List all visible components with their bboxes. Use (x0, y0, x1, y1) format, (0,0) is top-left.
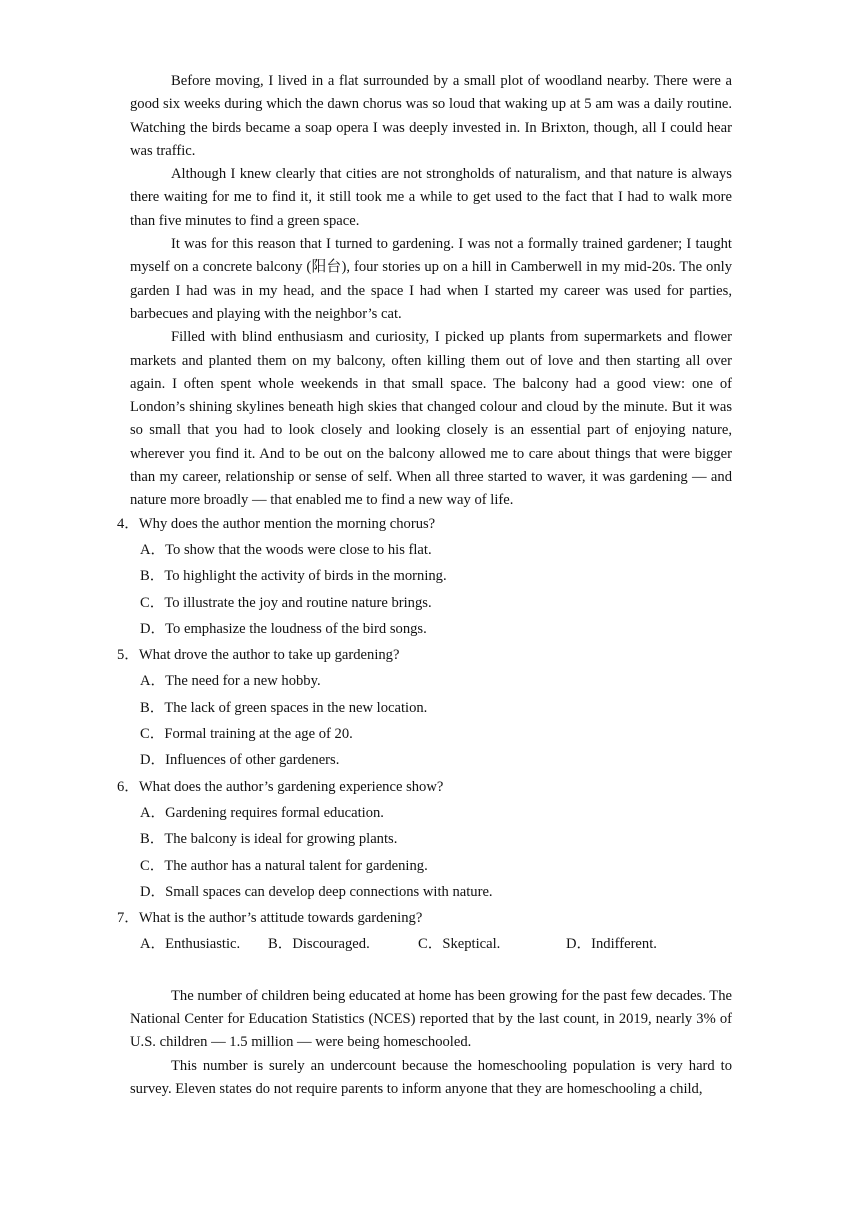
question-stem: 5．What drove the author to take up gardening? (117, 647, 400, 664)
answer-option-a: A．The need for a new hobby. (140, 673, 321, 690)
passage-homeschooling (130, 985, 732, 1101)
passage-paragraph: Filled with blind enthusiasm and curiosity, I picked up plants from supermarkets and flower markets and planted them on my balcony, often killing them out of love and then starting all over again. I often spent whole weekends in that small space. The balcony had a good view: one of London’s shining skylines beneath high skies that changed colour and cloud by the minute. But it was so small that you had to look closely and looking closely is an essential part of enjoying nature, wherever you find it. And to be out on the balcony allowed me to care about things that were bigger than my career, relationship or sense of self. When all three started to waver, it was gardening — and nature more broadly — that enabled me to find a new way of life. (130, 329, 732, 509)
answer-options-row (140, 933, 732, 956)
passage-paragraph: Although I knew clearly that cities are not strongholds of naturalism, and that nature is always there waiting for me to find it, it still took me a while to get used to the fact that I had to walk more than five minutes to find a green space. (130, 166, 732, 229)
passage-paragraph: Before moving, I lived in a flat surrounded by a small plot of woodland nearby. There were a good six weeks during which the dawn chorus was so loud that waking up at 5 am was a daily routine. Watching the birds became a soap opera I was deeply invested in. In Brixton, though, all I could hear was traffic. (130, 73, 732, 159)
answer-option-a: A．To show that the woods were close to his flat. (140, 541, 432, 558)
answer-option-b: B．The lack of green spaces in the new location. (140, 699, 428, 716)
passage-paragraph: It was for this reason that I turned to gardening. I was not a formally trained gardener; I taught myself on a concrete balcony (阳台), four stories up on a hill in Camberwell in my mid-20s. The only garden I had was in my head, and the space I had when I started my career was used for parties, barbecues and playing with the neighbor’s cat. (130, 236, 732, 322)
answer-option-b: B．To highlight the activity of birds in the morning. (140, 568, 447, 585)
passage-paragraph: This number is surely an undercount because the homeschooling population is very hard to survey. Eleven states do not require parents to inform anyone that they are homeschooling a child, (130, 1057, 732, 1097)
question-4 (117, 513, 732, 641)
page-content (117, 70, 732, 1101)
question-stem: 7．What is the author’s attitude towards gardening? (117, 910, 423, 927)
answer-option-c: C．Skeptical. (418, 936, 501, 953)
answer-option-d: D．Indifferent. (566, 936, 657, 953)
answer-option-b: B．The balcony is ideal for growing plants. (140, 831, 398, 848)
section-gap (130, 960, 732, 985)
question-stem: 6．What does the author’s gardening experience show? (117, 778, 444, 795)
answer-option-d: D．To emphasize the loudness of the bird songs. (140, 620, 427, 637)
answer-option-b: B．Discouraged. (268, 936, 370, 953)
answer-option-c: C．To illustrate the joy and routine nature brings. (140, 594, 432, 611)
question-7 (117, 907, 732, 957)
answer-option-a: A．Gardening requires formal education. (140, 804, 384, 821)
answer-option-a: A．Enthusiastic. (140, 936, 241, 953)
question-stem: 4．Why does the author mention the morning chorus? (117, 515, 436, 532)
answer-option-d: D．Small spaces can develop deep connections with nature. (140, 883, 493, 900)
question-5 (117, 644, 732, 772)
answer-option-d: D．Influences of other gardeners. (140, 752, 340, 769)
answer-option-c: C．Formal training at the age of 20. (140, 726, 353, 743)
question-6 (117, 776, 732, 904)
passage-paragraph: The number of children being educated at home has been growing for the past few decades. The National Center for Education Statistics (NCES) reported that by the last count, in 2019, nearly 3% of U.S. children — 1.5 million — were being homeschooled. (130, 987, 732, 1051)
passage-gardening (130, 70, 732, 513)
answer-option-c: C．The author has a natural talent for gardening. (140, 857, 428, 874)
